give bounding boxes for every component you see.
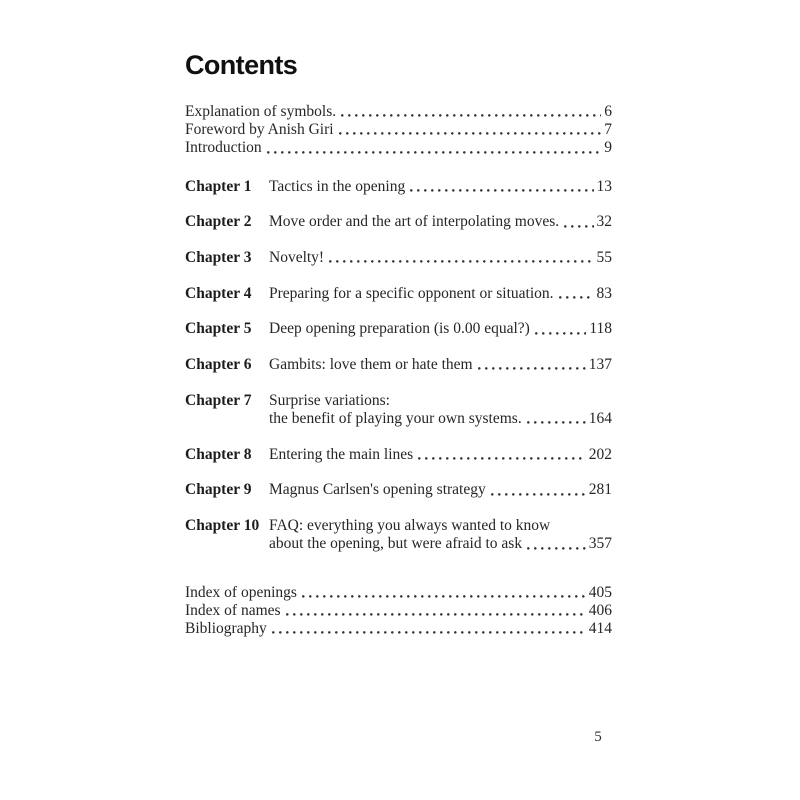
chapter-label: Chapter 7 <box>185 391 252 409</box>
chapter-label: Chapter 2 <box>185 213 252 231</box>
chapter-entry <box>185 392 612 428</box>
toc-entry <box>185 103 612 121</box>
chapter-title: Novelty! <box>269 249 325 267</box>
chapter-label: Chapter 1 <box>185 177 252 195</box>
dot-leader <box>559 295 594 300</box>
toc-entry <box>185 121 612 139</box>
toc-page-number: 414 <box>588 619 612 637</box>
chapter-entry <box>185 356 612 374</box>
dot-leader <box>286 612 586 617</box>
front-matter-list <box>185 103 612 158</box>
toc-entry-label: Bibliography <box>185 619 267 637</box>
toc-page-number: 55 <box>596 249 612 267</box>
dot-leader <box>478 366 586 371</box>
dot-leader <box>272 630 586 635</box>
toc-entry <box>185 620 612 638</box>
back-matter-list <box>185 584 612 639</box>
toc-page-number: 9 <box>604 139 612 157</box>
toc-page-number: 406 <box>588 601 612 619</box>
toc-page-number: 13 <box>596 177 612 195</box>
toc-page-number: 118 <box>589 320 612 338</box>
page-title: Contents <box>185 50 298 80</box>
toc-page-number: 137 <box>588 356 612 374</box>
toc-page-number: 357 <box>588 535 612 553</box>
chapter-label: Chapter 6 <box>185 356 252 374</box>
chapter-title: Tactics in the opening <box>269 177 406 195</box>
chapter-title: Move order and the art of interpolating moves. <box>269 213 560 231</box>
dot-leader <box>491 492 586 497</box>
chapter-entry <box>185 249 612 267</box>
toc-entry-label: Explanation of symbols. <box>185 103 337 120</box>
dot-leader <box>527 546 586 551</box>
toc-entry <box>185 584 612 602</box>
chapter-title: Magnus Carlsen's opening strategy <box>269 481 486 499</box>
chapter-title-line2: the benefit of playing your own systems. <box>269 410 522 428</box>
toc-page-number: 6 <box>604 103 612 120</box>
dot-leader <box>341 113 601 118</box>
dot-leader <box>418 456 586 461</box>
dot-leader <box>535 331 586 336</box>
toc-entry-label: Index of openings <box>185 583 297 601</box>
folio-page-number: 5 <box>594 729 602 745</box>
toc-page-number: 7 <box>604 121 612 139</box>
toc-page-number: 202 <box>588 445 612 463</box>
dot-leader <box>302 594 586 599</box>
chapter-label: Chapter 8 <box>185 445 252 463</box>
toc-entry <box>185 602 612 620</box>
chapter-title-line1: Surprise variations: <box>269 391 390 409</box>
chapter-title: Preparing for a specific opponent or situation. <box>269 284 554 302</box>
chapter-title: Deep opening preparation (is 0.00 equal?) <box>269 320 530 338</box>
chapter-entry <box>185 446 612 464</box>
chapter-title: Entering the main lines <box>269 445 414 463</box>
dot-leader <box>527 420 586 425</box>
toc-page-number: 405 <box>588 583 612 601</box>
chapter-label: Chapter 3 <box>185 249 252 267</box>
table-of-contents <box>185 50 612 638</box>
dot-leader <box>267 150 602 155</box>
chapter-title-line1: FAQ: everything you always wanted to know <box>269 517 551 535</box>
dot-leader <box>339 131 602 136</box>
chapter-entry <box>185 178 612 196</box>
toc-page-number: 164 <box>588 410 612 428</box>
chapter-title-line2: about the opening, but were afraid to ask <box>269 535 523 553</box>
chapter-entry <box>185 285 612 303</box>
dot-leader <box>329 259 593 264</box>
toc-page-number: 281 <box>588 481 612 499</box>
toc-page-number: 32 <box>596 213 612 231</box>
toc-entry-label: Introduction <box>185 139 262 157</box>
chapter-entry <box>185 213 612 231</box>
chapter-entry <box>185 320 612 338</box>
chapter-list <box>185 178 612 554</box>
chapter-title: Gambits: love them or hate them <box>269 356 473 374</box>
chapter-entry <box>185 481 612 499</box>
chapter-label: Chapter 5 <box>185 320 252 338</box>
chapter-label: Chapter 4 <box>185 284 252 302</box>
toc-entry-label: Foreword by Anish Giri <box>185 121 334 139</box>
toc-entry <box>185 139 612 157</box>
chapter-label: Chapter 10 <box>185 517 260 535</box>
toc-entry-label: Index of names <box>185 601 281 619</box>
dot-leader <box>564 224 593 229</box>
dot-leader <box>410 188 593 193</box>
chapter-label: Chapter 9 <box>185 481 252 499</box>
toc-page-number: 83 <box>596 284 612 302</box>
chapter-entry <box>185 517 612 553</box>
